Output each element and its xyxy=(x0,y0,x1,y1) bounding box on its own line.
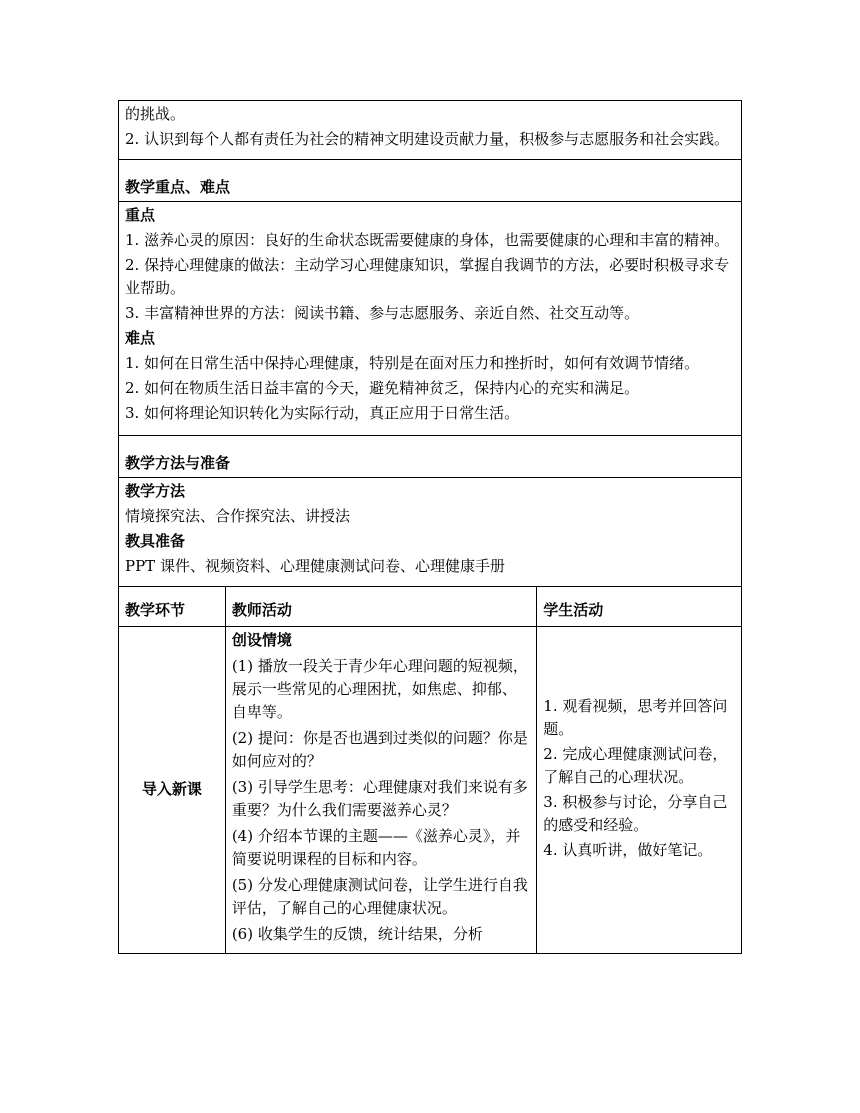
teacher-activity-item: (6) 收集学生的反馈，统计结果，分析 xyxy=(231,925,483,943)
teacher-activity-cell xyxy=(225,627,536,954)
goals-cell xyxy=(119,101,742,160)
focus-section-title: 教学重点、难点 xyxy=(119,160,742,202)
focus-section-header xyxy=(119,160,742,202)
student-activity-item: 1. 观看视频，思考并回答问题。 xyxy=(543,697,728,738)
teacher-activity-item: (1) 播放一段关于青少年心理问题的短视频，展示一些常见的心理困扰，如焦虑、抑郁、自卑等。 xyxy=(231,657,528,721)
difficult-point-item: 3. 如何将理论知识转化为实际行动，真正应用于日常生活。 xyxy=(125,404,520,422)
teacher-activity-item: (3) 引导学生思考：心理健康对我们来说有多重要？为什么我们需要滋养心灵？ xyxy=(231,778,528,819)
key-point-item: 1. 滋养心灵的原因：良好的生命状态既需要健康的身体，也需要健康的心理和丰富的精神。 xyxy=(125,231,730,249)
method-section-header xyxy=(119,436,742,478)
key-point-item: 3. 丰富精神世界的方法：阅读书籍、参与志愿服务、亲近自然、社交互动等。 xyxy=(125,304,640,322)
lesson-plan-table xyxy=(118,100,742,954)
header-teacher: 教师活动 xyxy=(225,587,536,627)
header-stage: 教学环节 xyxy=(119,587,226,627)
teacher-activity-item: (4) 介绍本节课的主题——《滋养心灵》，并简要说明课程的目标和内容。 xyxy=(231,827,521,868)
student-activity-cell xyxy=(537,627,742,954)
difficult-point-item: 2. 如何在物质生活日益丰富的今天，避免精神贫乏，保持内心的充实和满足。 xyxy=(125,379,640,397)
process-header-row xyxy=(119,587,742,627)
teaching-method-label: 教学方法 xyxy=(125,482,186,500)
student-activity-item: 2. 完成心理健康测试问卷，了解自己的心理状况。 xyxy=(543,745,728,786)
teacher-activity-item: (2) 提问：你是否也遇到过类似的问题？你是如何应对的？ xyxy=(231,729,528,770)
student-activity-item: 4. 认真听讲，做好笔记。 xyxy=(543,841,713,859)
method-section-body xyxy=(119,478,742,587)
process-row-intro xyxy=(119,627,742,954)
method-section-title: 教学方法与准备 xyxy=(119,436,742,478)
student-activity-item: 3. 积极参与讨论，分享自己的感受和经验。 xyxy=(543,793,728,834)
key-point-item: 2. 保持心理健康的做法：主动学习心理健康知识，掌握自我调节的方法，必要时积极寻求专业帮助。 xyxy=(125,256,730,297)
header-student: 学生活动 xyxy=(537,587,742,627)
focus-cell xyxy=(119,202,742,436)
teacher-activity-title: 创设情境 xyxy=(231,631,292,649)
goals-line-continued: 的挑战。 xyxy=(125,105,186,123)
teaching-method-text: 情境探究法、合作探究法、讲授法 xyxy=(125,507,351,525)
focus-section-body xyxy=(119,202,742,436)
difficult-points-label: 难点 xyxy=(125,329,156,347)
goals-row xyxy=(119,101,742,160)
key-points-label: 重点 xyxy=(125,206,156,224)
teaching-prep-label: 教具准备 xyxy=(125,532,186,550)
difficult-point-item: 1. 如何在日常生活中保持心理健康，特别是在面对压力和挫折时，如何有效调节情绪。 xyxy=(125,354,700,372)
teaching-prep-text: PPT 课件、视频资料、心理健康测试问卷、心理健康手册 xyxy=(125,557,505,575)
goals-item-2: 2. 认识到每个人都有责任为社会的精神文明建设贡献力量，积极参与志愿服务和社会实践。 xyxy=(125,130,730,148)
stage-label: 导入新课 xyxy=(119,627,226,954)
method-cell xyxy=(119,478,742,587)
teacher-activity-item: (5) 分发心理健康测试问卷，让学生进行自我评估，了解自己的心理健康状况。 xyxy=(231,876,528,917)
